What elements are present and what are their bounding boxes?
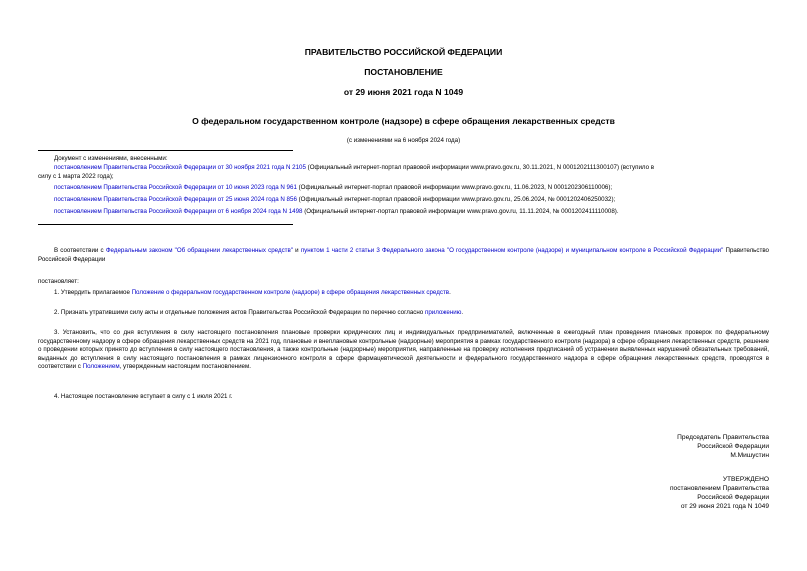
change-item xyxy=(54,195,615,205)
appendix-link[interactable]: приложению xyxy=(424,309,462,316)
change-item xyxy=(54,207,619,217)
change-details: (Официальный интернет-портал правовой информации www.pravo.gov.ru, 25.06.2024, № 0001202406250032); xyxy=(296,196,616,203)
change-details: (Официальный интернет-портал правовой информации www.pravo.gov.ru, 30.11.2021, N 0001202111300107) (вступило в xyxy=(305,164,655,171)
document-date-number: от 29 июня 2021 года N 1049 xyxy=(343,87,464,97)
signature-position: Председатель Правительства xyxy=(677,434,769,441)
document-type: ПОСТАНОВЛЕНИЕ xyxy=(364,67,443,77)
changes-intro: Документ с изменениями, внесенными: xyxy=(54,155,168,162)
paragraph-2: 2. Признать утратившими силу акты и отдельные положения актов Правительства Российской Федерации по перечню согласно приложению. xyxy=(54,309,464,316)
change-item-continuation: силу с 1 марта 2022 года); xyxy=(38,173,114,180)
approval-by: постановлением Правительства xyxy=(669,485,769,492)
paragraph-1: 1. Утвердить прилагаемое Положение о федеральном государственном контроле (надзоре) в сфере обращения лекарственных средств. xyxy=(54,289,451,296)
signature-country: Российской Федерации xyxy=(697,443,769,450)
approval-date: от 29 июня 2021 года N 1049 xyxy=(680,503,769,510)
regulation-reference-link[interactable]: Положением xyxy=(82,363,120,370)
paragraph-4: 4. Настоящее постановление вступает в силу с 1 июля 2021 г. xyxy=(54,393,233,400)
change-link[interactable]: постановлением Правительства Российской Федерации от 25 июня 2024 года N 856 xyxy=(54,196,297,203)
edition-note: (с изменениями на 6 ноября 2024 года) xyxy=(346,137,461,144)
changes-bottom-rule xyxy=(38,224,293,225)
change-link[interactable]: постановлением Правительства Российской Федерации от 30 ноября 2021 года N 2105 xyxy=(54,164,306,171)
change-link[interactable]: постановлением Правительства Российской Федерации от 6 ноября 2024 года N 1498 xyxy=(54,208,303,215)
signature-block xyxy=(677,433,769,460)
document-title: О федеральном государственном контроле (надзоре) в сфере обращения лекарственных средств xyxy=(192,116,615,126)
change-details: (Официальный интернет-портал правовой информации www.pravo.gov.ru, 11.11.2024, № 0001202411110008). xyxy=(302,208,619,215)
changes-top-rule xyxy=(38,150,293,151)
approval-title: УТВЕРЖДЕНО xyxy=(722,476,769,483)
change-link[interactable]: постановлением Правительства Российской Федерации от 10 июня 2023 года N 961 xyxy=(54,184,297,191)
government-name: ПРАВИТЕЛЬСТВО РОССИЙСКОЙ ФЕДЕРАЦИИ xyxy=(304,47,503,57)
article-link[interactable]: пунктом 1 части 2 статьи 3 Федерального закона "О государственном контроле (надзоре) и муниципальном контроле в Российской Федерации" xyxy=(300,247,724,254)
preamble-paragraph: В соответствии с Федеральным законом "Об обращении лекарственных средств" и пунктом 1 части 2 статьи 3 Федерального закона "О государственном контроле (надзоре) и муниципальном контроле в Российской Федерации" Правительство Российской Федерации xyxy=(38,247,769,263)
approval-country: Российской Федерации xyxy=(697,494,769,501)
signature-name: М.Мишустин xyxy=(730,452,769,459)
regulation-link[interactable]: Положение о федеральном государственном контроле (надзоре) в сфере обращения лекарственных средств xyxy=(131,289,450,296)
change-item xyxy=(54,163,654,173)
paragraph-3: 3. Установить, что со дня вступления в силу настоящего постановления плановые проверки юридических лиц и индивидуальных предпринимателей, включенные в ежегодный план проведения плановых проверок по федеральному государственному надзору в сфере обращения лекарственных средств на 2021 год, плановые и внеплановые контрольные (надзорные) мероприятия в рамках государственного контроля (надзора) в сфере обращения лекарственных средств, решение о проведении которых принято до вступления в силу настоящего постановления, а также контрольные (надзорные) мероприятия, направленные на проверку исполнения предписаний об устранении выявленных нарушений обязательных требований, выданных до вступления в силу настоящего постановления в рамках лицензионного контроля в сфере фармацевтической деятельности и федерального государственного надзора в сфере обращения лекарственных средств, проводятся в соответствии с Положением, утвержденным настоящим постановлением. xyxy=(38,329,769,370)
change-item xyxy=(54,183,612,193)
approval-stamp xyxy=(670,475,769,511)
change-details: (Официальный интернет-портал правовой информации www.pravo.gov.ru, 11.06.2023, N 0001202306110006); xyxy=(296,184,613,191)
federal-law-link[interactable]: Федеральным законом "Об обращении лекарственных средств" xyxy=(105,247,293,254)
decrees-word: постановляет: xyxy=(38,278,79,285)
